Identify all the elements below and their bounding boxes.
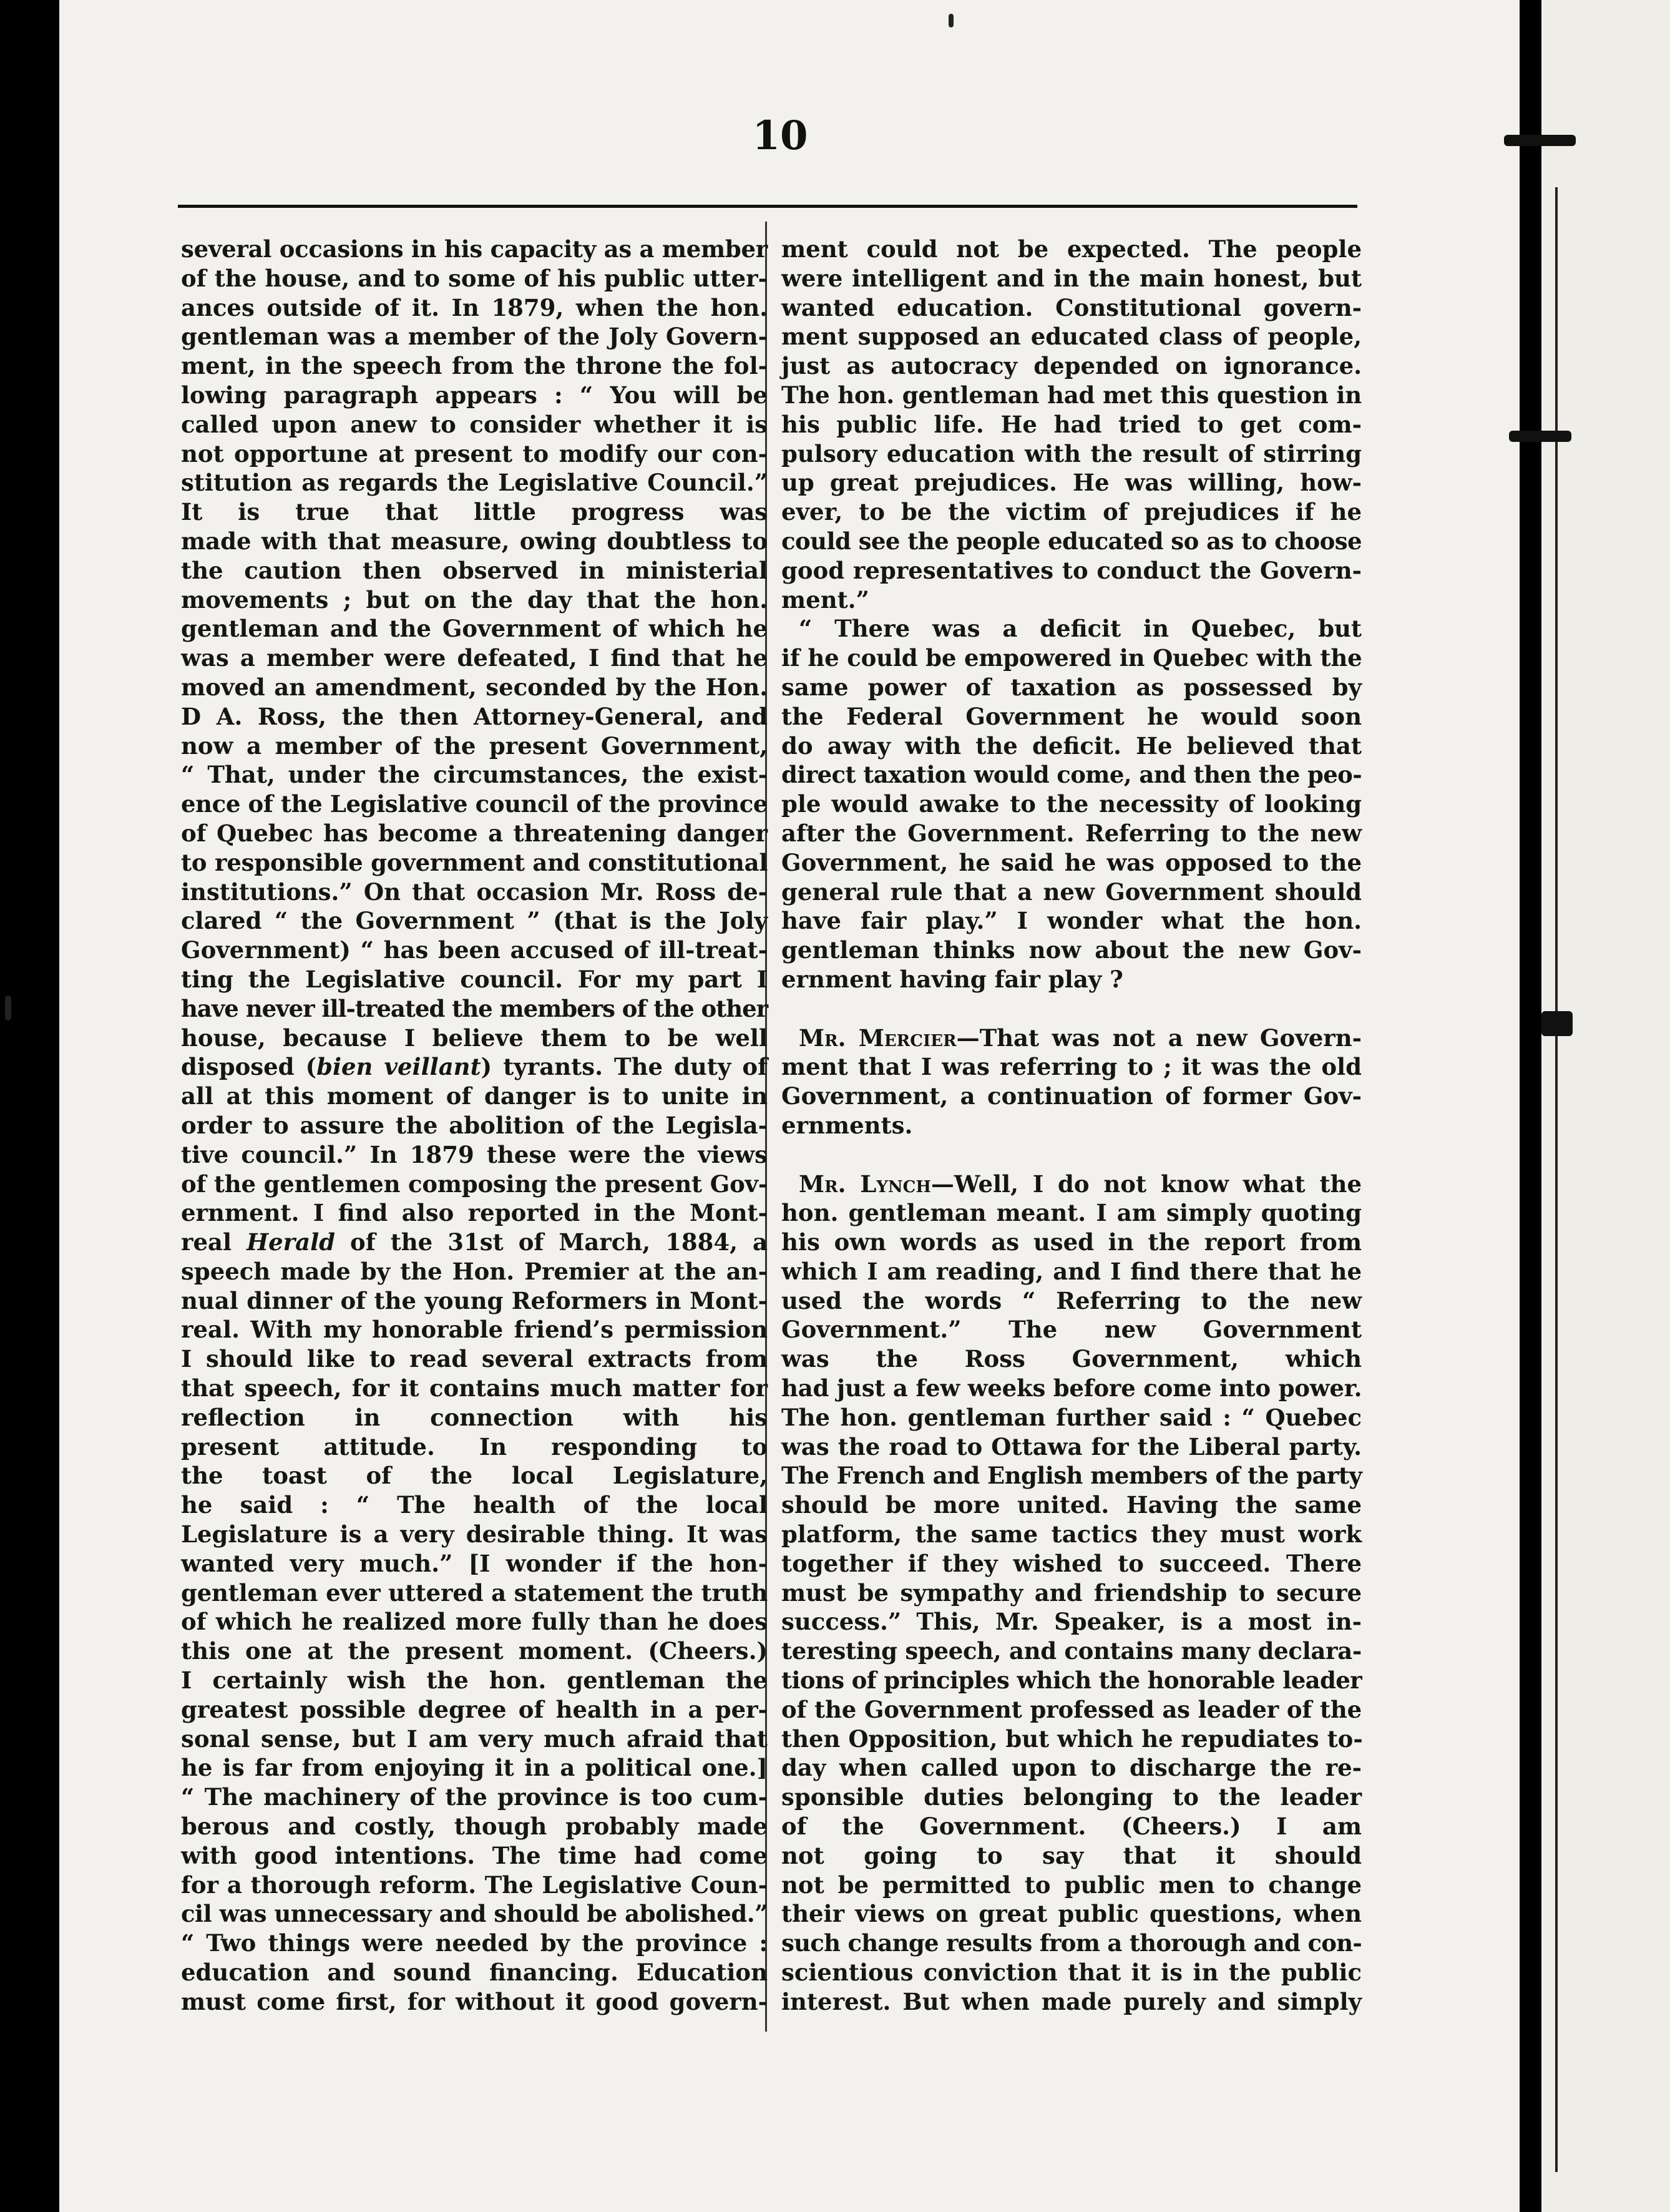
text-line: ment, in the speech from the throne the fol- [181,352,768,380]
text-line: speech made by the Hon. Premier at the an- [181,1257,768,1285]
text-line: ment that I was referring to ; it was the old [781,1053,1362,1081]
text-line: the Federal Government he would soon [781,702,1362,730]
binding-tab [1504,135,1576,146]
text-line: I certainly wish the hon. gentleman the [181,1666,768,1695]
text-line: which I am reading, and I find there that he [781,1257,1362,1285]
page-number: 10 [752,112,808,159]
text-line: gentleman was a member of the Joly Govern- [181,323,768,351]
text-line: The hon. gentleman further said : “ Quebec [781,1403,1362,1431]
right-column [781,235,1362,2017]
text-line: ever, to be the victim of prejudices if he [781,498,1362,526]
text-line: order to assure the abolition of the Legisla- [181,1111,768,1139]
text-line: It is true that little progress was [181,498,768,526]
text-line: was the Ross Government, which [781,1345,1362,1373]
speech-lynch [781,1170,1362,2017]
text-line: hon. gentleman meant. I am simply quoting [781,1199,1362,1227]
text-line: real Herald of the 31st of March, 1884, a [181,1228,768,1256]
header-rule [178,205,1357,208]
text-line: Government, a continuation of former Gov- [781,1082,1362,1110]
text-line: he is far from enjoying it in a political one.] [181,1754,768,1782]
text-line: now a member of the present Government, [181,732,768,760]
paragraph [781,644,1362,994]
text-line: ment.” [781,585,869,614]
text-line: good representatives to conduct the Govern- [781,556,1362,584]
speaker-name: Mr. Lynch [799,1170,931,1198]
text-line: cil was unnecessary and should be abolished.” [181,1900,768,1928]
text-line: D A. Ross, the then Attorney-General, and [181,702,768,730]
text-line: not going to say that it should [781,1841,1362,1869]
text-line: “ The machinery of the province is too cum- [181,1783,768,1811]
text-line: disposed (bien veillant) tyrants. The duty of [181,1053,768,1081]
text-line: such change results from a thorough and con- [781,1929,1362,1957]
text-line: ernments. [781,1111,913,1139]
text-line: was the road to Ottawa for the Liberal party. [781,1432,1362,1461]
text-line: have never ill-treated the members of the other [181,994,768,1022]
binding-rule [1555,187,1558,2172]
text-line: of the Government. (Cheers.) I am [781,1813,1362,1841]
text-line: tions of principles which the honorable leader [781,1666,1362,1695]
text-line: same power of taxation as possessed by [781,673,1362,701]
text-line: education and sound financing. Education [181,1959,768,1987]
text-line: “ That, under the circumstances, the exist- [181,761,768,789]
speaker-name: Mr. Mercier [799,1024,957,1052]
text-line: reflection in connection with his [181,1403,768,1431]
text-line: movements ; but on the day that the hon. [181,585,768,614]
text-line: scientious conviction that it is in the public [781,1959,1362,1987]
text-line: made with that measure, owing doubtless to [181,527,768,555]
text-line: platform, the same tactics they must work [781,1520,1362,1549]
text-line: Legislature is a very desirable thing. It was [181,1520,768,1549]
scan-artifact [949,14,954,27]
left-column [181,235,768,2017]
text-line: all at this moment of danger is to unite in [181,1082,768,1110]
text-line: the toast of the local Legislature, [181,1462,768,1490]
text-line: Government) “ has been accused of ill-treat- [181,936,768,964]
text-line: The hon. gentleman had met this question in [781,381,1362,409]
text-line: success.” This, Mr. Speaker, is a most in- [781,1608,1362,1636]
text-line: his own words as used in the report from [781,1228,1362,1256]
text-line: ances outside of it. In 1879, when the hon. [181,293,768,321]
scan-artifact [5,996,11,1020]
text-line: lowing paragraph appears : “ You will be [181,381,768,409]
text-line: ple would awake to the necessity of looking [781,790,1362,818]
text-line: of the Government professed as leader of the [781,1695,1362,1723]
text-line: do away with the deficit. He believed that [781,732,1362,760]
text-line: together if they wished to succeed. There [781,1549,1362,1577]
text-line: of which he realized more fully than he does [181,1608,768,1636]
text-line: gentleman thinks now about the new Gov- [781,936,1362,964]
text-line: —Well, I do not know what the [930,1170,1362,1198]
text-line: of the house, and to some of his public utter- [181,264,768,292]
text-line: wanted very much.” [I wonder if the hon- [181,1549,768,1577]
text-line: that speech, for it contains much matter for [181,1374,768,1402]
text-line: his public life. He had tried to get com- [781,410,1362,438]
speech-first-line [781,1170,1362,1199]
text-line: house, because I believe them to be well [181,1024,768,1052]
text-line: wanted education. Constitutional govern- [781,293,1362,321]
text-line: he said : “ The health of the local [181,1491,768,1519]
text-line: nual dinner of the young Reformers in Mont- [181,1286,768,1314]
text-line: of Quebec has become a threatening danger [181,819,768,847]
text-line: the caution then observed in ministerial [181,556,768,584]
text-line: of the gentlemen composing the present Gov- [181,1170,768,1198]
text-line: for a thorough reform. The Legislative Coun- [181,1871,768,1899]
text-line: day when called upon to discharge the re- [781,1754,1362,1782]
text-line: institutions.” On that occasion Mr. Ross de- [181,878,768,906]
text-line: must be sympathy and friendship to secure [781,1578,1362,1607]
text-line: with good intentions. The time had come [181,1841,768,1869]
text-line: present attitude. In responding to [181,1432,768,1461]
adjacent-page-edge [1541,0,1670,2212]
text-line: could see the people educated so as to choose [781,527,1362,555]
text-line: had just a few weeks before come into power. [781,1374,1362,1402]
text-line: The French and English members of the party [781,1462,1362,1490]
text-line: pulsory education with the result of stirring [781,439,1362,467]
binding-tab [1509,431,1571,442]
text-line: up great prejudices. He was willing, how- [781,469,1362,497]
text-line: called upon anew to consider whether it is [181,410,768,438]
text-line: —That was not a new Govern- [956,1024,1362,1052]
text-line: have fair play.” I wonder what the hon. [781,907,1362,935]
text-line: sonal sense, but I am very much afraid that [181,1725,768,1753]
text-line: their views on great public questions, when [781,1900,1362,1928]
text-line: ernment having fair play ? [781,965,1123,993]
text-line: several occasions in his capacity as a member [181,235,768,263]
speech-mercier [781,1024,1362,1140]
text-line: not be permitted to public men to change [781,1871,1362,1899]
text-line: just as autocracy depended on ignorance. [781,352,1362,380]
text-line: should be more united. Having the same [781,1491,1362,1519]
text-line: stitution as regards the Legislative Council.” [181,469,768,497]
text-line: must come first, for without it good govern- [181,1987,768,2015]
text-line: after the Government. Referring to the new [781,819,1362,847]
speech-first-line [781,1024,1362,1053]
paragraph [781,235,1362,614]
text-line: this one at the present moment. (Cheers.) [181,1637,768,1665]
text-line: if he could be empowered in Quebec with the [781,644,1362,672]
text-line: not opportune at present to modify our con- [181,439,768,467]
text-line: ernment. I find also reported in the Mont- [181,1199,768,1227]
text-line: general rule that a new Government should [781,878,1362,906]
text-line: interest. But when made purely and simply [781,1987,1362,2015]
text-line: teresting speech, and contains many declara- [781,1637,1362,1665]
text-line: “ Two things were needed by the province : [181,1929,768,1957]
text-line: clared “ the Government ” (that is the Joly [181,907,768,935]
text-line: ting the Legislative council. For my part I [181,965,768,993]
text-line: “ There was a deficit in Quebec, but [799,615,1362,643]
text-line: Government.” The new Government [781,1316,1362,1344]
text-line: ment supposed an educated class of people, [781,323,1362,351]
text-line: then Opposition, but which he repudiates to- [781,1725,1363,1753]
text-line: direct taxation would come, and then the peo- [781,761,1362,789]
text-line: Government, he said he was opposed to the [781,848,1362,876]
text-line: to responsible government and constitutional [181,848,768,876]
text-line: ence of the Legislative council of the province [181,790,768,818]
text-line: real. With my honorable friend’s permission [181,1316,768,1344]
text-line: gentleman ever uttered a statement the truth [181,1578,768,1607]
text-line: berous and costly, though probably made [181,1813,768,1841]
binding-tab [1541,1011,1573,1036]
text-line: tive council.” In 1879 these were the views [181,1140,768,1168]
text-line: greatest possible degree of health in a per- [181,1695,768,1723]
text-line: used the words “ Referring to the new [781,1286,1362,1314]
text-line: gentleman and the Government of which he [181,615,768,643]
paragraph [781,614,1362,644]
text-line: ment could not be expected. The people [781,235,1362,263]
text-line: I should like to read several extracts from [181,1345,768,1373]
text-line: sponsible duties belonging to the leader [781,1783,1362,1811]
text-line: were intelligent and in the main honest, but [781,264,1362,292]
text-line: was a member were defeated, I find that he [181,644,768,672]
text-line: moved an amendment, seconded by the Hon. [181,673,768,701]
